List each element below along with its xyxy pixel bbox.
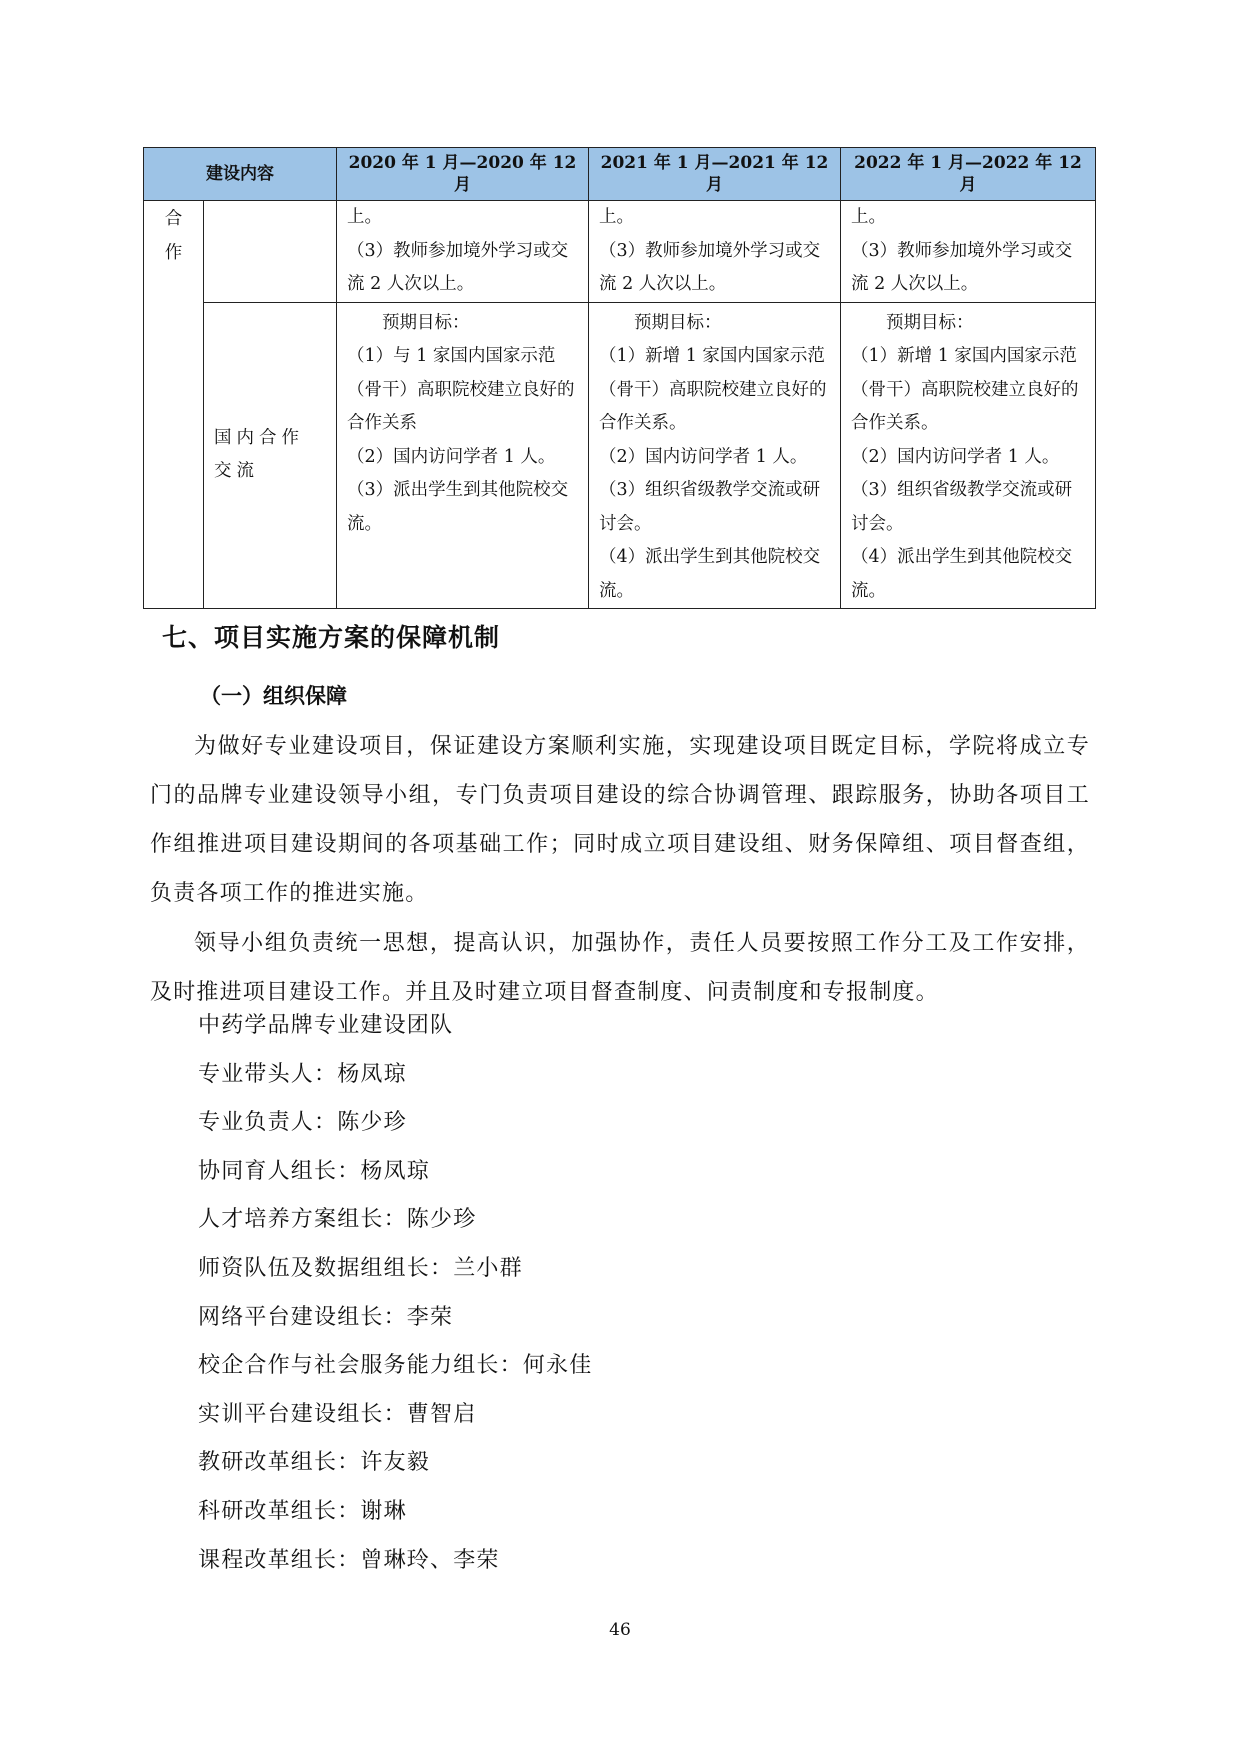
cell-text: 预期目标： (886, 312, 974, 333)
cell-2022 (841, 201, 1096, 303)
cell-text: 上。 (599, 207, 634, 227)
header-2022: 2022 年 1 月—2022 年 12 月 (841, 148, 1096, 201)
cell-2020 (337, 302, 589, 609)
cell-text: （3）教师参加境外学习或交流 2 人次以上。 (851, 240, 1073, 294)
header-2021: 2021 年 1 月—2021 年 12 月 (589, 148, 841, 201)
row-label (204, 201, 337, 303)
subsection-title: （一）组织保障 (200, 684, 347, 708)
cell-text: （3）教师参加境外学习或交流 2 人次以上。 (347, 240, 569, 294)
table-row (144, 201, 1096, 303)
list-item: 师资队伍及数据组组长：兰小群 (198, 1255, 523, 1281)
category-char: 作 (164, 242, 183, 263)
cell-text: （3）组织省级教学交流或研讨会。 (851, 480, 1073, 534)
list-item: 人才培养方案组长：陈少珍 (198, 1207, 477, 1233)
list-item: 网络平台建设组长：李荣 (198, 1304, 454, 1330)
table-row (144, 302, 1096, 609)
section-title: 七、项目实施方案的保障机制 (162, 623, 501, 652)
cell-text: （2）国内访问学者 1 人。 (599, 446, 808, 467)
cell-text: 预期目标： (634, 312, 722, 333)
list-item: 实训平台建设组长：曹智启 (198, 1401, 477, 1427)
cell-text: （4）派出学生到其他院校交流。 (851, 547, 1073, 601)
list-item: 中药学品牌专业建设团队 (198, 1013, 454, 1038)
cell-text: 预期目标： (382, 312, 470, 333)
cell-text: （1）与 1 家国内国家示范（骨干）高职院校建立良好的合作关系 (347, 346, 575, 433)
page-number: 46 (609, 1620, 631, 1640)
cell-text: （3）组织省级教学交流或研讨会。 (599, 480, 821, 534)
header-content: 建设内容 (144, 148, 337, 201)
list-item: 专业负责人：陈少珍 (198, 1110, 407, 1136)
category-char: 合 (164, 209, 183, 229)
list-item: 科研改革组长：谢琳 (198, 1498, 407, 1524)
category-cell (144, 201, 204, 609)
list-item: 专业带头人：杨凤琼 (198, 1061, 407, 1087)
cell-text: （3）派出学生到其他院校交流。 (347, 480, 569, 534)
cell-2020 (337, 201, 589, 303)
cell-text: （2）国内访问学者 1 人。 (851, 446, 1060, 467)
table-header-row (144, 148, 1096, 201)
cell-text: 上。 (851, 207, 886, 227)
list-item: 教研改革组长：许友毅 (198, 1450, 431, 1476)
body-paragraph: 为做好专业建设项目，保证建设方案顺利实施，实现建设项目既定目标，学院将成立专门的品牌专业建设领导小组，专门负责项目建设的综合协调管理、跟踪服务，协助各项目工作组推进项目建设期间的各项基础工作；同时成立项目建设组、财务保障组、项目督查组，负责各项工作的推进实施。 (150, 734, 1090, 906)
row-label: 国内合作交流 (204, 302, 337, 609)
list-item: 校企合作与社会服务能力组长：何永佳 (198, 1353, 593, 1379)
header-2020: 2020 年 1 月—2020 年 12 月 (337, 148, 589, 201)
construction-plan-table (143, 147, 1096, 609)
cell-text: （1）新增 1 家国内国家示范（骨干）高职院校建立良好的合作关系。 (851, 346, 1079, 433)
list-item: 协同育人组长：杨凤琼 (198, 1158, 431, 1184)
cell-text: （4）派出学生到其他院校交流。 (599, 547, 821, 601)
list-item: 课程改革组长：曾琳玲、李荣 (198, 1547, 500, 1573)
team-list (198, 1002, 592, 1585)
cell-2021 (589, 201, 841, 303)
cell-text: 上。 (347, 207, 382, 227)
cell-text: （3）教师参加境外学习或交流 2 人次以上。 (599, 240, 821, 294)
cell-text: （1）新增 1 家国内国家示范（骨干）高职院校建立良好的合作关系。 (599, 346, 827, 433)
body-paragraph: 领导小组负责统一思想，提高认识，加强协作，责任人员要按照工作分工及工作安排，及时推进项目建设工作。并且及时建立项目督查制度、问责制度和专报制度。 (150, 931, 1090, 1005)
cell-text: （2）国内访问学者 1 人。 (347, 446, 556, 467)
cell-2022 (841, 302, 1096, 609)
cell-2021 (589, 302, 841, 609)
